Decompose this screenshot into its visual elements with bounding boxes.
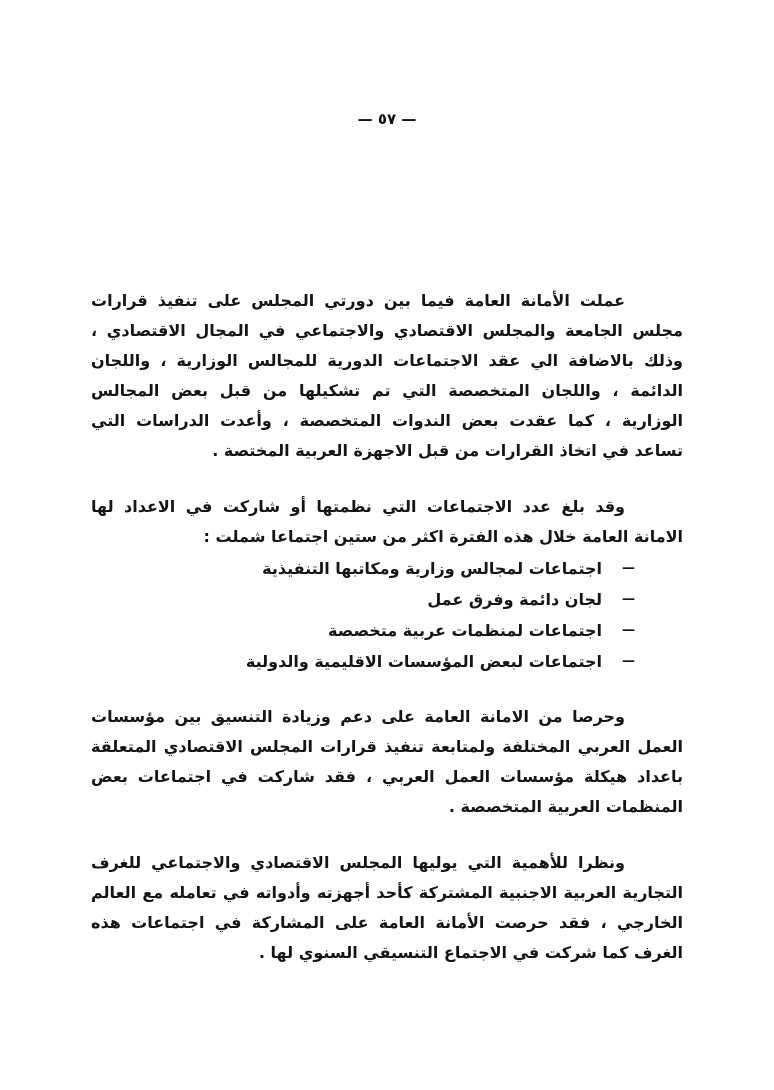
paragraph-meetings-count: وقد بلغ عدد الاجتماعات التي نظمتها أو شاركت في الاعداد لها الامانة العامة خلال هذه الفترة اكثر من ستين اجتماعا شملت : [91,497,683,546]
list-item [91,616,635,647]
list-item [91,554,635,585]
page-number: — ٥٧ — [357,110,417,128]
list-dash-icon: — [622,592,635,607]
list-item [91,647,635,678]
list-item-label: اجتماعات لبعض المؤسسات الاقليمية والدولية [245,652,602,671]
list-item-label: اجتماعات لمنظمات عربية متخصصة [328,621,602,640]
list-item [91,585,635,616]
list-dash-icon: — [622,561,635,576]
paragraph-chambers-of-commerce: ونظرا للأهمية التي يوليها المجلس الاقتصادي والاجتماعي للغرف التجارية العربية الاجنبية المشتركة كأحد أجهزته وأدواته في تعامله مع العالم الخارجي ، فقد حرصت الأمانة العامة على المشاركة في اجتماعات هذه الغرف كما شركت في الاجتماع التنسيقي السنوي لها . [91,853,683,962]
list-item-label: لجان دائمة وفرق عمل [427,590,602,609]
list-dash-icon: — [622,623,635,638]
list-dash-icon: — [622,654,635,669]
meetings-list [91,554,683,678]
paragraph-secretariat-work: عملت الأمانة العامة فيما بين دورتي المجلس على تنفيذ قرارات مجلس الجامعة والمجلس الاقتصادي والاجتماعي في المجال الاقتصادي ، وذلك بالاضافة الي عقد الاجتماعات الدورية للمجالس الوزارية ، واللجان الدائمة ، واللجان المتخصصة التي تم تشكيلها من قبل بعض المجالس الوزارية ، كما عقدت بعض الندوات المتخصصة ، وأعدت الدراسات التي تساعد في اتخاذ القرارات من قبل الاجهزة العربية المختصة . [91,291,683,460]
page-content [91,286,683,994]
list-item-label: اجتماعات لمجالس وزارية ومكاتبها التنفيذية [262,559,602,578]
paragraph-coordination: وحرصا من الامانة العامة على دعم وزيادة التنسيق بين مؤسسات العمل العربي المختلفة ولمتابعة تنفيذ قرارات المجلس الاقتصادي المتعلقة باعداد هيكلة مؤسسات العمل العربي ، فقد شاركت في اجتماعات بعض المنظمات العربية المتخصصة . [91,707,683,816]
